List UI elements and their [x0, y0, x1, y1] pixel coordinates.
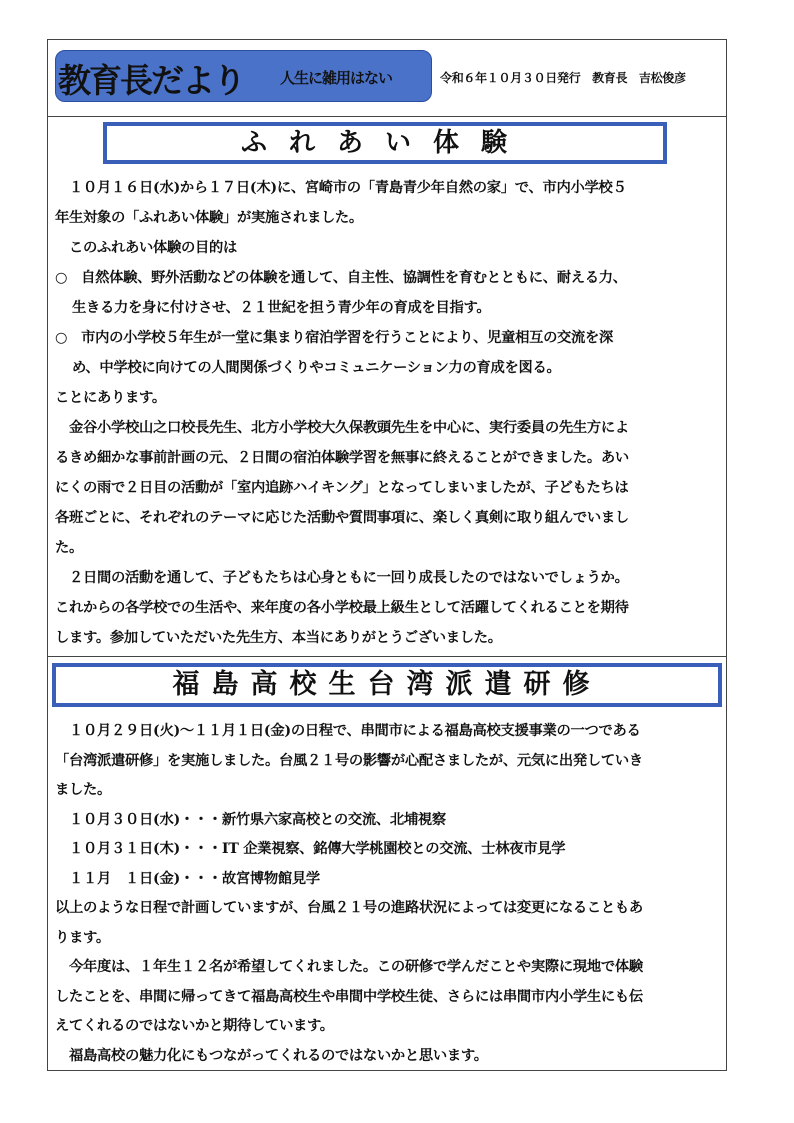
- bullet-line: 生きる力を身に付けさせ、２１世紀を担う青少年の育成を目指す。: [72, 300, 491, 316]
- masthead-subtitle: 人生に雑用はない: [280, 69, 393, 87]
- paragraph-line: したことを、串間に帰ってきて福島高校生や串間中学校生徒、さらには串間市内小学生にも伝: [55, 988, 643, 1005]
- paragraph-line: ります。: [55, 929, 110, 946]
- newsletter-frame: [47, 39, 727, 1071]
- schedule-line: １０月３１日(木)・・・IT 企業視察、銘傳大学桃園校との交流、士林夜市見学: [69, 841, 566, 857]
- schedule-line: １１月 １日(金)・・・故宮博物館見学: [69, 870, 320, 887]
- paragraph-line: ２日間の活動を通して、子どもたちは心身ともに一回り成長したのではないでしょうか。: [69, 570, 629, 586]
- masthead-title: 教育長だより: [58, 61, 244, 100]
- bullet-line: め、中学校に向けての人間関係づくりやコミュニケーション力の育成を図る。: [72, 360, 561, 376]
- paragraph-line: 年生対象の「ふれあい体験」が実施されました。: [55, 210, 363, 226]
- paragraph-line: 今年度は、１年生１２名が希望してくれました。この研修で学んだことや実際に現地で体験: [69, 959, 643, 975]
- paragraph-line: します。参加していただいた先生方、本当にありがとうございました。: [55, 630, 502, 646]
- bullet-line: ○ 自然体験、野外活動などの体験を通して、自主性、協調性を育むとともに、耐える力、: [55, 270, 627, 286]
- paragraph-line: た。: [55, 540, 83, 556]
- paragraph-line: このふれあい体験の目的は: [69, 240, 237, 256]
- paragraph-line: ました。: [55, 782, 111, 798]
- paragraph-line: 「台湾派遣研修」を実施しました。台風２１号の影響が心配さましたが、元気に出発していき: [55, 752, 643, 769]
- section-body-fureai: [55, 173, 721, 653]
- section-title-taiwan: 福島高校生台湾派遣研修: [52, 663, 722, 707]
- paragraph-line: 金谷小学校山之口校長先生、北方小学校大久保教頭先生を中心に、実行委員の先生方によ: [69, 420, 629, 436]
- header: [48, 40, 726, 117]
- paragraph-line: るきめ細かな事前計画の元、２日間の宿泊体験学習を無事に終えることができました。あい: [55, 450, 629, 466]
- paragraph-line: 各班ごとに、それぞれのテーマに応じた活動や質問事項に、楽しく真剣に取り組んでいまし: [55, 510, 629, 526]
- paragraph-line: これからの各学校での生活や、来年度の各小学校最上級生として活躍してくれることを期待: [55, 600, 629, 616]
- masthead-banner: [55, 50, 432, 102]
- issue-info: 令和６年１０月３０日発行 教育長 吉松俊彦: [440, 71, 686, 85]
- section-taiwan: [48, 657, 726, 1071]
- bullet-line: ○ 市内の小学校５年生が一堂に集まり宿泊学習を行うことにより、児童相互の交流を深: [55, 330, 614, 346]
- paragraph-line: 福島高校の魅力化にもつながってくれるのではないかと思います。: [69, 1047, 488, 1064]
- paragraph-line: にくの雨で２日目の活動が「室内追跡ハイキング」となってしまいましたが、子どもたちは: [55, 480, 629, 496]
- paragraph-line: ことにあります。: [55, 390, 166, 406]
- schedule-line: １０月３０日(水)・・・新竹県六家高校との交流、北埔視察: [69, 811, 446, 828]
- paragraph-line: １０月１６日(水)から１７日(木)に、宮崎市の「青島青少年自然の家」で、市内小学校５: [69, 180, 627, 196]
- paragraph-line: １０月２９日(火)～１１月１日(金)の日程で、串間市による福島高校支援事業の一つである: [69, 723, 641, 739]
- section-fureai: [48, 116, 726, 657]
- section-title-fureai: ふれあい体験: [103, 122, 667, 164]
- section-body-taiwan: [55, 717, 721, 1071]
- paragraph-line: えてくれるのではないかと期待しています。: [55, 1018, 334, 1034]
- paragraph-line: 以上のような日程で計画していますが、台風２１号の進路状況によっては変更になることもあ: [55, 900, 643, 916]
